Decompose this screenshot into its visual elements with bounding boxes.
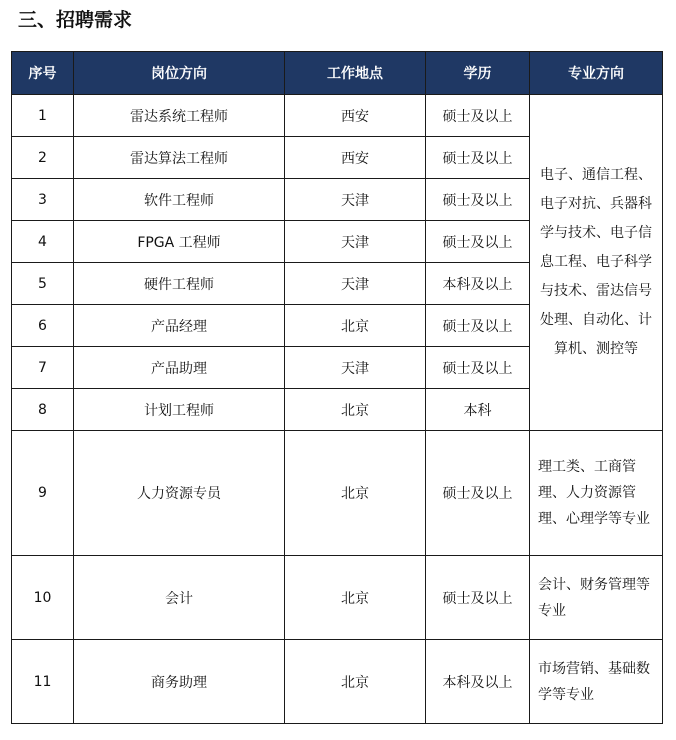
- cell-position: 雷达算法工程师: [74, 137, 285, 179]
- cell-position: 会计: [74, 556, 285, 640]
- cell-position: FPGA 工程师: [74, 221, 285, 263]
- header-no: 序号: [12, 52, 74, 95]
- cell-no: 4: [12, 221, 74, 263]
- cell-position: 计划工程师: [74, 389, 285, 431]
- cell-position: 产品助理: [74, 347, 285, 389]
- cell-location: 天津: [285, 263, 426, 305]
- cell-no: 8: [12, 389, 74, 431]
- cell-location: 西安: [285, 95, 426, 137]
- cell-education: 本科: [426, 389, 530, 431]
- cell-no: 7: [12, 347, 74, 389]
- cell-major: 理工类、工商管理、人力资源管理、心理学等专业: [530, 431, 663, 556]
- cell-location: 北京: [285, 389, 426, 431]
- table-header-row: [12, 52, 663, 95]
- cell-education: 硕士及以上: [426, 431, 530, 556]
- cell-location: 天津: [285, 179, 426, 221]
- header-education: 学历: [426, 52, 530, 95]
- cell-major-group: 电子、通信工程、电子对抗、兵器科学与技术、电子信息工程、电子科学与技术、雷达信号处理、自动化、计算机、测控等: [530, 95, 663, 431]
- table-row: [12, 640, 663, 724]
- cell-education: 硕士及以上: [426, 221, 530, 263]
- cell-major: 市场营销、基础数学等专业: [530, 640, 663, 724]
- cell-no: 6: [12, 305, 74, 347]
- cell-position: 软件工程师: [74, 179, 285, 221]
- section-title: 三、招聘需求: [18, 9, 133, 31]
- cell-location: 北京: [285, 640, 426, 724]
- cell-position: 人力资源专员: [74, 431, 285, 556]
- header-location: 工作地点: [285, 52, 426, 95]
- cell-education: 硕士及以上: [426, 95, 530, 137]
- cell-position: 产品经理: [74, 305, 285, 347]
- cell-no: 11: [12, 640, 74, 724]
- header-major: 专业方向: [530, 52, 663, 95]
- cell-education: 硕士及以上: [426, 556, 530, 640]
- cell-no: 5: [12, 263, 74, 305]
- cell-education: 硕士及以上: [426, 305, 530, 347]
- cell-no: 1: [12, 95, 74, 137]
- cell-no: 9: [12, 431, 74, 556]
- cell-location: 北京: [285, 556, 426, 640]
- cell-location: 西安: [285, 137, 426, 179]
- cell-location: 北京: [285, 305, 426, 347]
- cell-major: 会计、财务管理等专业: [530, 556, 663, 640]
- cell-education: 硕士及以上: [426, 179, 530, 221]
- cell-education: 本科及以上: [426, 263, 530, 305]
- cell-position: 硬件工程师: [74, 263, 285, 305]
- table-row: [12, 431, 663, 556]
- cell-education: 硕士及以上: [426, 137, 530, 179]
- cell-position: 雷达系统工程师: [74, 95, 285, 137]
- cell-education: 硕士及以上: [426, 347, 530, 389]
- cell-location: 天津: [285, 347, 426, 389]
- table-row: [12, 556, 663, 640]
- cell-education: 本科及以上: [426, 640, 530, 724]
- recruitment-table: [11, 51, 663, 724]
- cell-no: 10: [12, 556, 74, 640]
- cell-position: 商务助理: [74, 640, 285, 724]
- cell-location: 北京: [285, 431, 426, 556]
- header-position: 岗位方向: [74, 52, 285, 95]
- table-row: [12, 95, 663, 137]
- cell-no: 3: [12, 179, 74, 221]
- cell-location: 天津: [285, 221, 426, 263]
- cell-no: 2: [12, 137, 74, 179]
